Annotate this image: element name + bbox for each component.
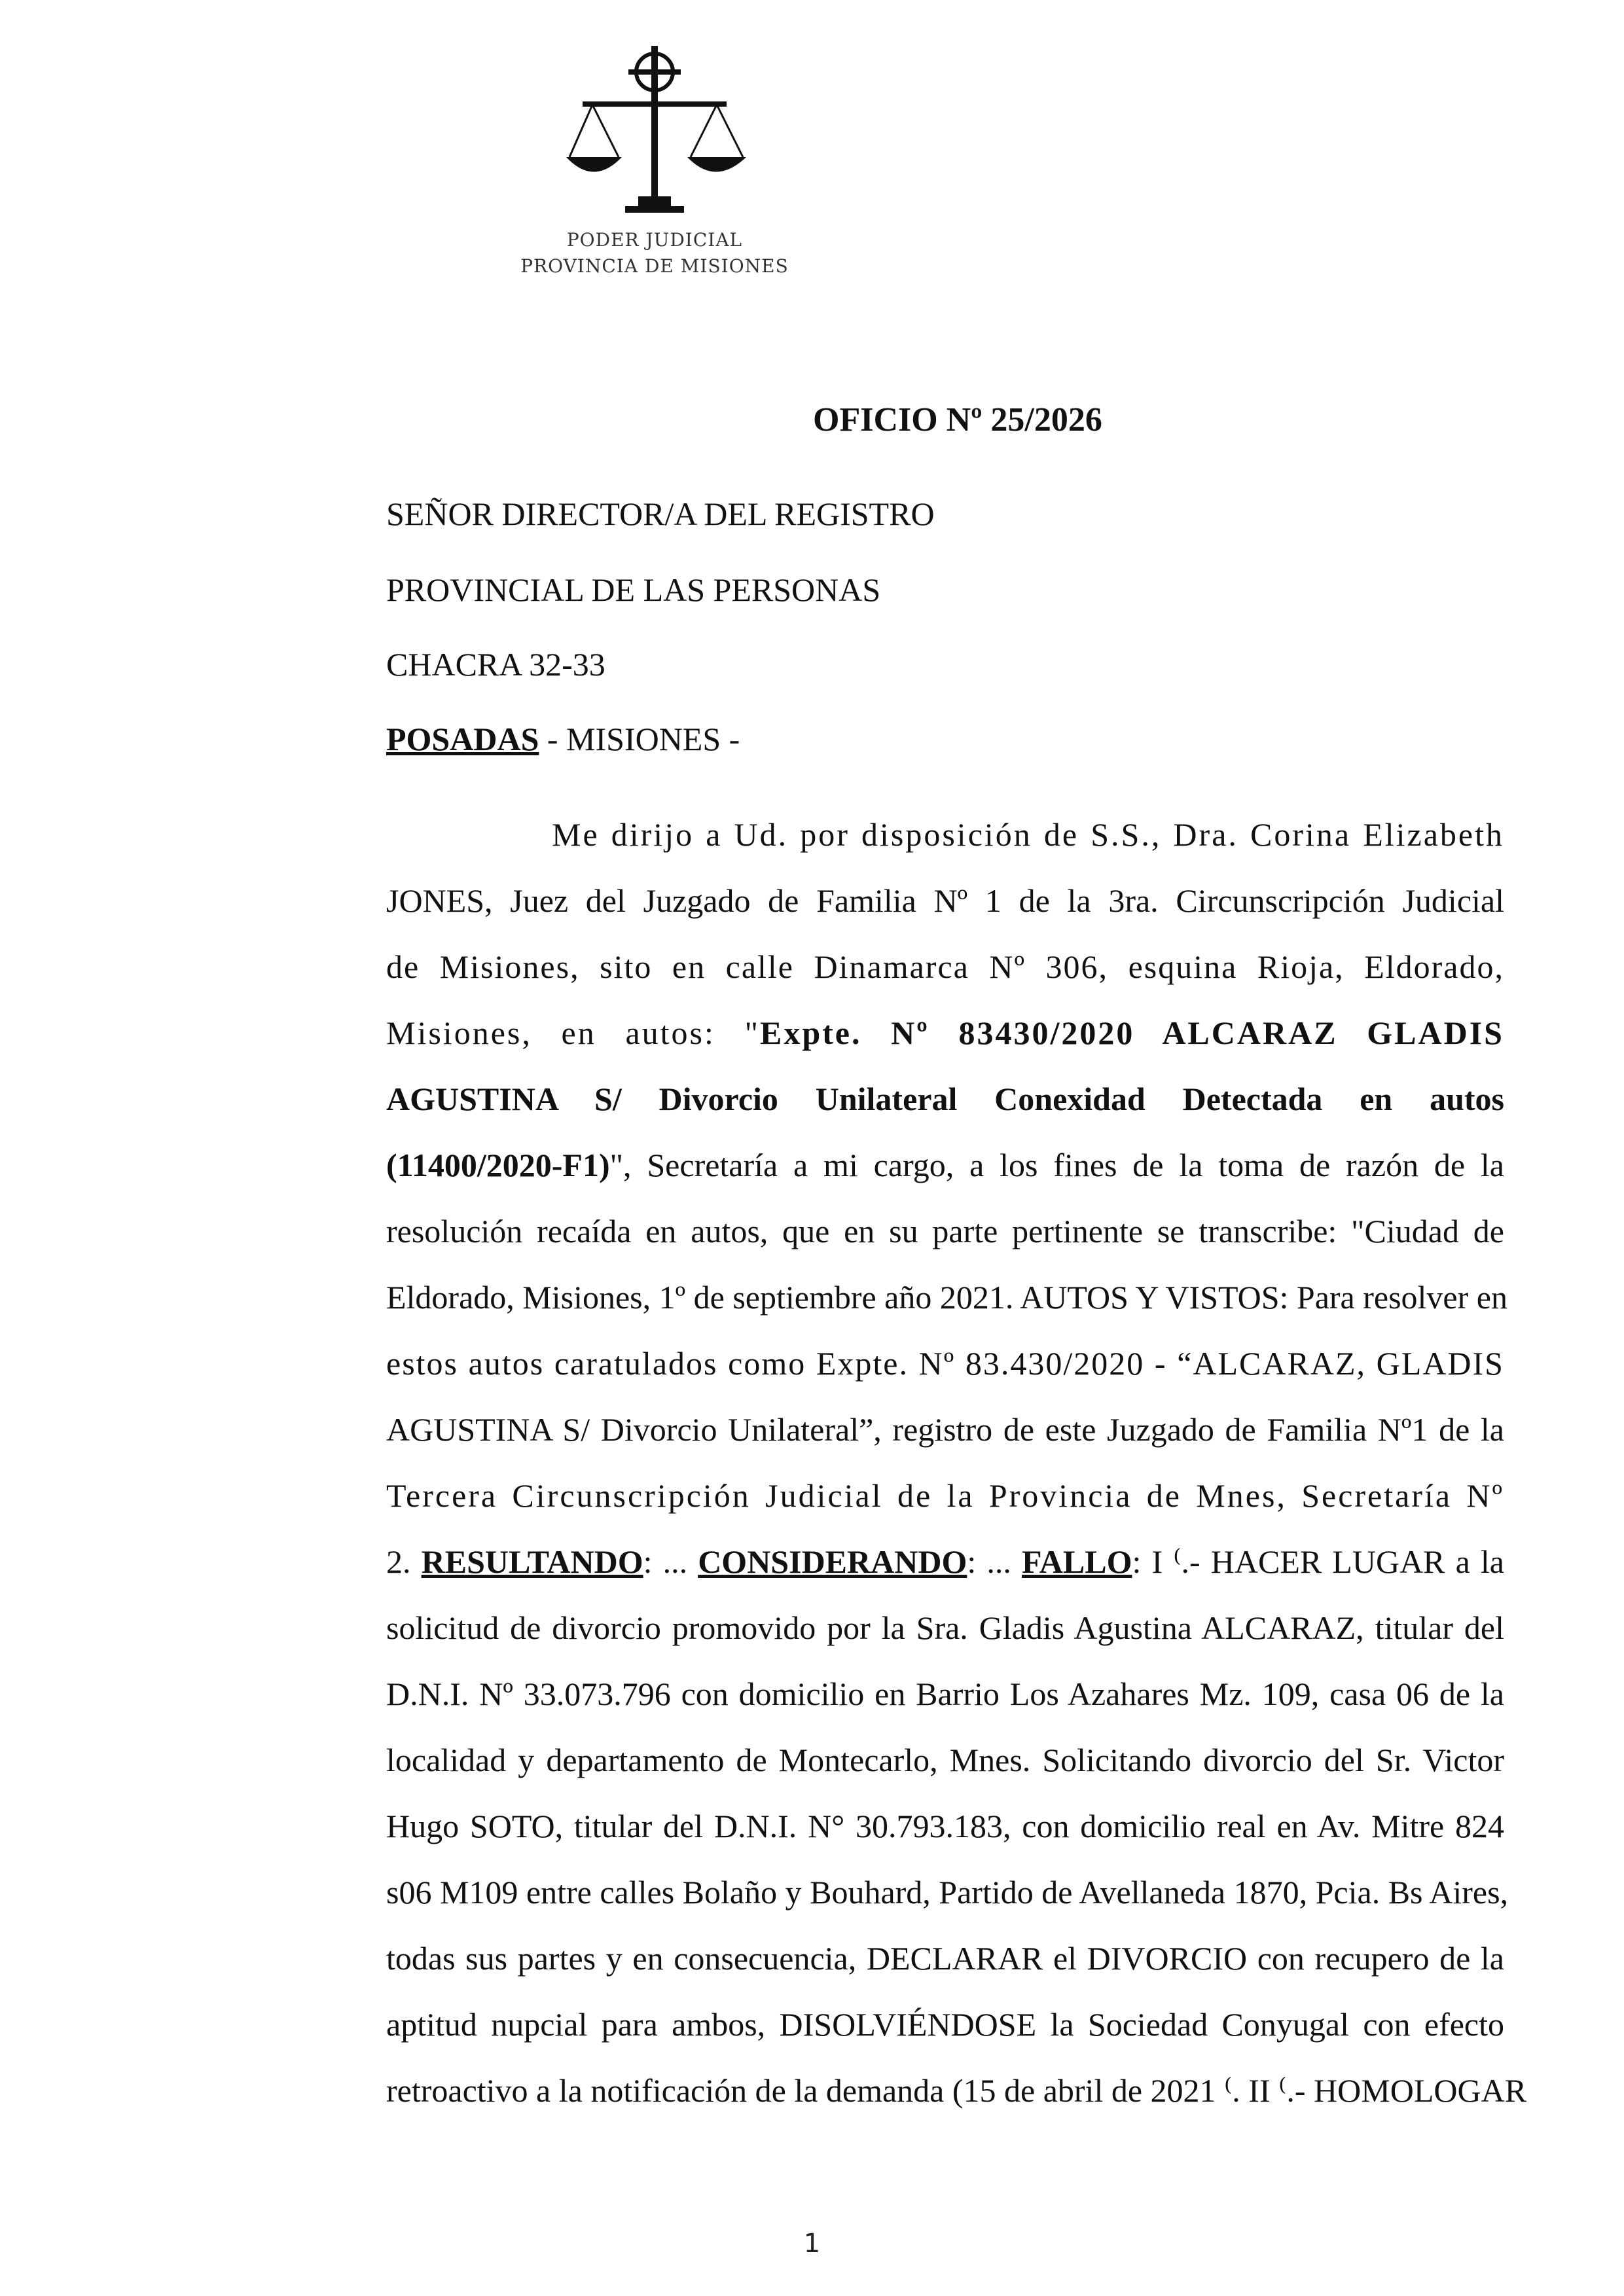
- body-line: JONES, Juez del Juzgado de Familia Nº 1 de la 3ra. Circunscripción Judicial: [386, 882, 1504, 919]
- address-line-4: [386, 720, 740, 758]
- seal-caption-line2: PROVINCIA DE MISIONES: [520, 255, 789, 277]
- body-line: Misiones, en autos: "Expte. Nº 83430/2020 ALCARAZ GLADIS: [386, 1014, 1504, 1051]
- oficio-title: OFICIO Nº 25/2026: [813, 401, 1102, 439]
- body-line: aptitud nupcial para ambos, DISOLVIÉNDOSE la Sociedad Conyugal con efecto: [386, 2006, 1504, 2043]
- body-line: localidad y departamento de Montecarlo, Mnes. Solicitando divorcio del Sr. Victor: [386, 1742, 1504, 1778]
- body-line: Tercera Circunscripción Judicial de la Provincia de Mnes, Secretaría Nº: [386, 1477, 1504, 1514]
- body-line: retroactivo a la notificación de la demanda (15 de abril de 2021 ⁽. II ⁽.- HOMOLOGAR: [386, 2072, 1527, 2109]
- body-line: Me dirijo a Ud. por disposición de S.S., Dra. Corina Elizabeth: [552, 816, 1504, 853]
- body-line: solicitud de divorcio promovido por la Sra. Gladis Agustina ALCARAZ, titular del: [386, 1609, 1504, 1646]
- address-line-1: SEÑOR DIRECTOR/A DEL REGISTRO: [386, 495, 935, 532]
- body-line: D.N.I. Nº 33.073.796 con domicilio en Barrio Los Azahares Mz. 109, casa 06 de la: [386, 1676, 1504, 1712]
- judicial-seal: [511, 39, 799, 301]
- body-line: resolución recaída en autos, que en su parte pertinente se transcribe: "Ciudad de: [386, 1213, 1504, 1249]
- address-line-2: PROVINCIAL DE LAS PERSONAS: [386, 571, 881, 608]
- resultando-heading: RESULTANDO: [421, 1543, 643, 1580]
- body-line: AGUSTINA S/ Divorcio Unilateral”, registro de este Juzgado de Familia Nº1 de la: [386, 1411, 1504, 1448]
- body-line: s06 M109 entre calles Bolaño y Bouhard, Partido de Avellaneda 1870, Pcia. Bs Aires,: [386, 1874, 1509, 1910]
- considerando-heading: CONSIDERANDO: [698, 1543, 967, 1580]
- fallo-heading: FALLO: [1021, 1543, 1132, 1580]
- body-line: AGUSTINA S/ Divorcio Unilateral Conexidad Detectada en autos: [386, 1081, 1504, 1117]
- body-line: todas sus partes y en consecuencia, DECLARAR el DIVORCIO con recupero de la: [386, 1940, 1504, 1977]
- body-line: de Misiones, sito en calle Dinamarca Nº 306, esquina Rioja, Eldorado,: [386, 948, 1504, 985]
- expediente-related: (11400/2020-F1): [386, 1147, 610, 1183]
- body-line: estos autos caratulados como Expte. Nº 83.430/2020 - “ALCARAZ, GLADIS: [386, 1345, 1504, 1382]
- address-province: - MISIONES -: [539, 721, 740, 757]
- expediente-reference: Expte. Nº 83430/2020 ALCARAZ GLADIS: [759, 1014, 1504, 1051]
- page-number: 1: [803, 2229, 821, 2259]
- body-line: (11400/2020-F1)", Secretaría a mi cargo, a los fines de la toma de razón de la: [386, 1147, 1504, 1183]
- address-line-3: CHACRA 32-33: [386, 646, 605, 683]
- letter-body: [386, 802, 1527, 2124]
- seal-caption-line1: PODER JUDICIAL: [566, 229, 743, 251]
- body-line: Hugo SOTO, titular del D.N.I. N° 30.793.183, con domicilio real en Av. Mitre 824: [386, 1808, 1504, 1844]
- address-city: POSADAS: [386, 721, 539, 757]
- body-line: 2. RESULTANDO: ... CONSIDERANDO: ... FALLO: I ⁽.- HACER LUGAR a la: [386, 1543, 1504, 1580]
- scales-of-justice-icon: [556, 39, 753, 236]
- body-line: Eldorado, Misiones, 1º de septiembre año 2021. AUTOS Y VISTOS: Para resolver en: [386, 1279, 1507, 1316]
